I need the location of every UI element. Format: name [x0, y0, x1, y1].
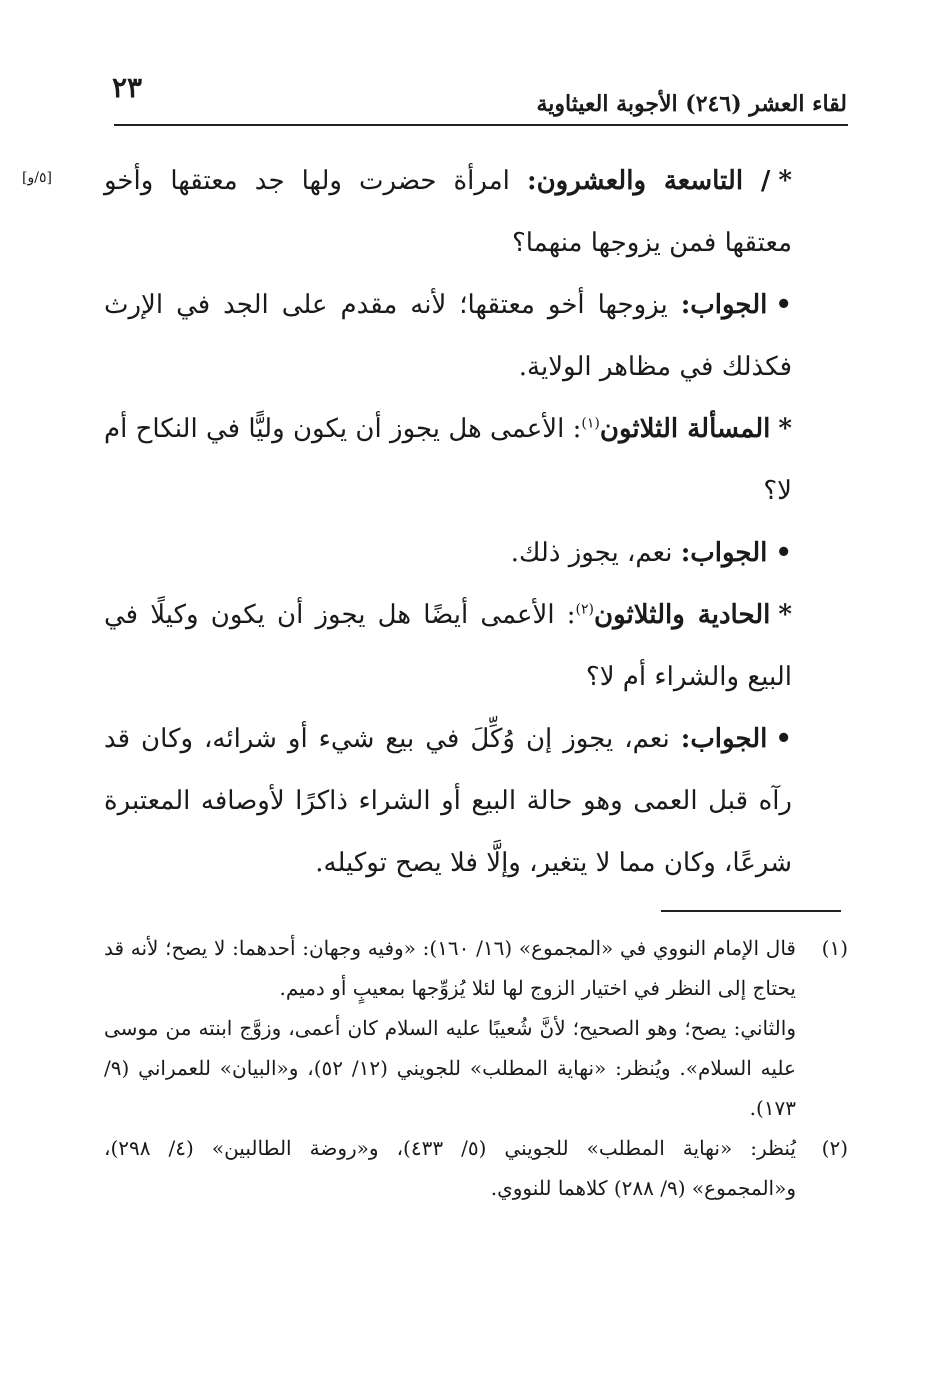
main-text — [104, 150, 848, 894]
footnote-body — [104, 1128, 796, 1208]
question-29 — [104, 150, 848, 274]
question-text: امرأة حضرت ولها جد معتقها وأخو معتقها فمن يزوجها منهما؟ — [104, 166, 792, 258]
answer-text: نعم، يجوز ذلك. — [510, 538, 673, 568]
bullet-marker: • — [775, 538, 792, 568]
question-label: الحادية والثلاثون — [594, 600, 771, 630]
footnote-paragraph: يُنظر: «نهاية المطلب» للجويني (٥/ ٤٣٣)، و«روضة الطالبين» (٤/ ٢٩٨)، و«المجموع» (٩/ ٢٨٨) كلاهما للنووي. — [104, 1136, 796, 1200]
question-30 — [104, 398, 848, 522]
answer-label: الجواب: — [680, 724, 768, 754]
answer-30 — [104, 522, 848, 584]
footnote-paragraph: والثاني: يصح؛ وهو الصحيح؛ لأنَّ شُعيبًا عليه السلام كان أعمى، وزوَّج ابنته من موسى عليه السلام». ويُنظر: «نهاية المطلب» للجويني (١٢/ ٥٢)، و«البيان» للعمراني (٩/ ١٧٣). — [104, 1016, 796, 1120]
footnote-2 — [104, 1128, 848, 1208]
question-label: / التاسعة والعشرون: — [526, 166, 771, 196]
answer-31 — [104, 708, 848, 894]
answer-label: الجواب: — [680, 538, 768, 568]
question-text: : الأعمى هل يجوز أن يكون وليًّا في النكاح أم لا؟ — [104, 414, 792, 506]
page-number: ٢٣ — [112, 71, 143, 104]
question-31 — [104, 584, 848, 708]
answer-29 — [104, 274, 848, 398]
footnote-ref-1[interactable]: (١) — [581, 415, 600, 432]
running-header-title: لقاء العشر (٢٤٦) الأجوبة العيثاوية — [536, 91, 847, 117]
asterisk-marker: * — [778, 600, 793, 630]
answer-label: الجواب: — [680, 290, 768, 320]
answer-text: يزوجها أخو معتقها؛ لأنه مقدم على الجد في الإرث فكذلك في مظاهر الولاية. — [104, 290, 792, 382]
bullet-marker: • — [775, 290, 792, 320]
footnote-number: (١) — [821, 936, 848, 960]
footnote-divider — [661, 910, 841, 912]
footnote-number: (٢) — [821, 1136, 848, 1160]
footnote-1 — [104, 928, 848, 1128]
question-text: : الأعمى أيضًا هل يجوز أن يكون وكيلًا في البيع والشراء أم لا؟ — [104, 600, 792, 692]
question-label: المسألة الثلاثون — [599, 414, 771, 444]
footnote-body — [104, 928, 796, 1128]
asterisk-marker: * — [778, 414, 792, 444]
asterisk-marker: * — [778, 166, 792, 196]
header-divider — [114, 124, 848, 126]
footnotes — [104, 928, 848, 1208]
answer-text: نعم، يجوز إن وُكِّلَ في بيع شيء أو شرائه، وكان قد رآه قبل العمى وهو حالة البيع أو الشراء ذاكرًا لأوصافه المعتبرة شرعًا، وكان مما لا يتغير، وإلَّا فلا يصح توكيله. — [104, 724, 792, 878]
footnote-paragraph: قال الإمام النووي في «المجموع» (١٦/ ١٦٠): «وفيه وجهان: أحدهما: لا يصح؛ لأنه قد يحتاج إلى النظر في اختيار الزوج لها لئلا يُزوِّجها بمعيبٍ أو دميم. — [104, 936, 796, 1000]
manuscript-folio-reference: [٥/و] — [22, 170, 52, 186]
bullet-marker: • — [775, 724, 793, 754]
footnote-ref-2[interactable]: (٢) — [575, 601, 595, 618]
